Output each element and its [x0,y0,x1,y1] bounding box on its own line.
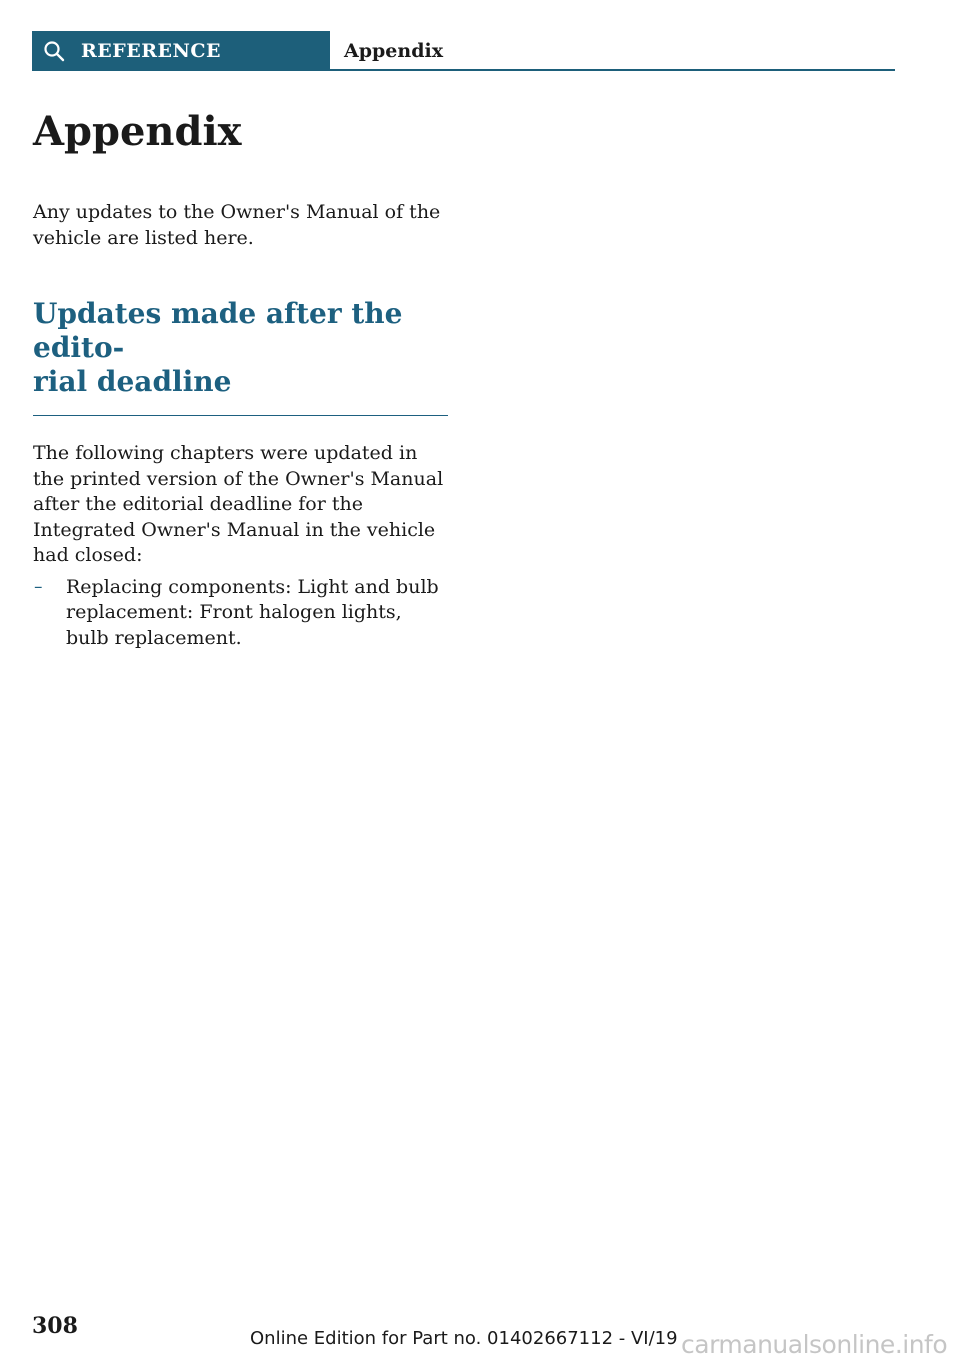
intro-paragraph: Any updates to the Owner's Manual of the vehicle are listed here. [33,201,441,249]
updated-chapters-list [33,575,449,652]
footer-edition-text: Online Edition for Part no. 01402667112 - VI/19 [250,1328,678,1349]
page-number: 308 [32,1313,78,1339]
section-divider [33,415,448,416]
main-content [33,108,449,651]
list-bullet-dash: – [34,576,43,597]
section-tab-reference [32,31,330,71]
list-item-text: Replacing components: Light and bulb replacement: Front halogen lights, bulb replacement. [66,575,439,649]
header-section-title: Appendix [344,40,444,62]
watermark: carmanualsonline.info [681,1330,948,1359]
header-divider [330,69,895,71]
section-heading-line2: rial deadline [33,365,232,398]
list-item [33,575,449,652]
tab-label: REFERENCE [81,40,221,62]
section-heading-line1: Updates made after the edito- [33,297,403,364]
search-icon [42,39,66,63]
page-header [32,31,895,71]
section-heading [33,297,449,399]
page-title: Appendix [33,108,242,155]
section-paragraph: The following chapters were updated in the printed version of the Owner's Manual after the editorial deadline for the Integrated Owner's Manual in the vehicle had closed: [33,442,444,566]
